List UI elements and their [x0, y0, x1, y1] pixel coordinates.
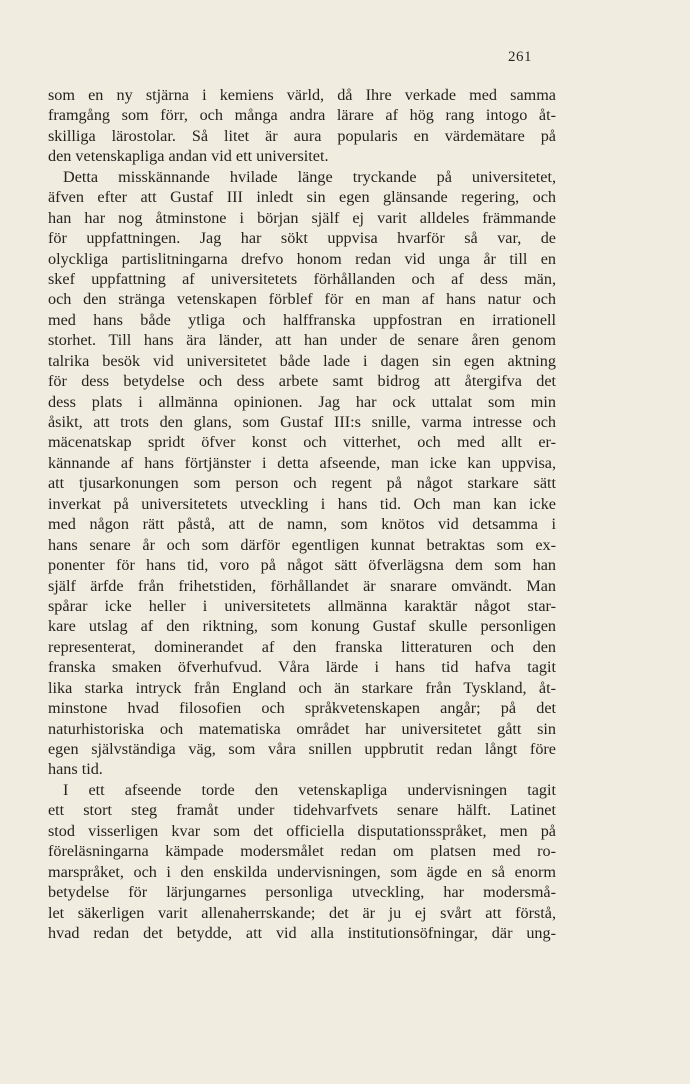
text-line: hvad redan det betydde, att vid alla institutionsöfningar, där ung- — [48, 923, 556, 942]
page-number: 261 — [508, 49, 532, 65]
text-line: som en ny stjärna i kemiens värld, då Ihre verkade med samma — [48, 86, 556, 104]
text-line: äfven efter att Gustaf III inledt sin egen glänsande regering, och — [48, 188, 556, 207]
body-text — [48, 85, 556, 943]
text-line: olyckliga partislitningarna drefvo honom redan vid unga år till en — [48, 249, 556, 268]
text-line: dess plats i allmänna opinionen. Jag har ock uttalat som min — [48, 392, 556, 411]
text-line: kännande af hans förtjänster i detta afseende, man icke kan uppvisa, — [48, 453, 556, 472]
text-line: med hans både ytliga och halffranska uppfostran en irrationell — [48, 310, 556, 329]
text-line: med någon rätt påstå, att de namn, som knötos vid detsamma i — [48, 515, 556, 534]
text-line: let säkerligen varit allenaherrskande; det är ju ej svårt att förstå, — [48, 903, 556, 922]
text-line: hans senare år och som därför egentligen kunnat betraktas som ex- — [48, 535, 556, 554]
text-line: att tjusarkonungen som person och regent på något starkare sätt — [48, 474, 556, 493]
text-line: minstone hvad filosofien och språkvetenskapen angår; på det — [48, 699, 556, 718]
text-line: ponenter för hans tid, voro på något sätt öfverlägsna dem som han — [48, 556, 556, 575]
text-line: spårar icke heller i universitetets allmänna karaktär något star- — [48, 596, 556, 615]
text-line: föreläsningarna kämpade modersmålet redan om platsen med ro- — [48, 842, 556, 861]
text-line: för dess betydelse och dess arbete samt bidrog att återgifva det — [48, 372, 556, 391]
text-line: franska smaken öfverhufvud. Våra lärde i hans tid hafva tagit — [48, 658, 556, 677]
text-line: stod visserligen kvar som det officiella disputationsspråket, men på — [48, 821, 556, 840]
paragraph-end-line: den vetenskapliga andan vid ett universitet. — [48, 147, 329, 166]
text-line: för uppfattningen. Jag har sökt uppvisa hvarför så var, de — [48, 229, 556, 248]
text-line: själf ärfde från frihetstiden, förhållandet är snarare omvändt. Man — [48, 576, 556, 595]
text-line: och den stränga vetenskapen förblef för en man af hans natur och — [48, 290, 556, 309]
text-line: lika starka intryck från England och än starkare från Tyskland, åt- — [48, 678, 556, 697]
text-line: framgång som förr, och många andra lärare af hög rang intogo åt- — [48, 106, 556, 125]
text-line: marspråket, och i den enskilda undervisningen, som ägde en så enorm — [48, 862, 556, 881]
paragraph-start-line: I ett afseende torde den vetenskapliga undervisningen tagit — [63, 780, 556, 799]
text-line: kare utslag af den riktning, som konung Gustaf skulle personligen — [48, 617, 556, 636]
text-line: mäcenatskap spridt öfver konst och vitterhet, och med allt er- — [48, 433, 556, 452]
text-line: representerat, dominerandet af den franska litteraturen och den — [48, 637, 556, 656]
text-line: åsikt, att trots den glans, som Gustaf III:s snille, varma intresse och — [48, 413, 556, 431]
paragraph-start-line: Detta misskännande hvilade länge tryckande på universitetet, — [63, 167, 556, 186]
text-line: storhet. Till hans ära länder, att han under de senare åren genom — [48, 331, 556, 350]
text-line: inverkat på universitetets utveckling i hans tid. Och man kan icke — [48, 494, 556, 513]
text-line: skef uppfattning af universitetets förhållanden och af dess män, — [48, 269, 556, 288]
paragraph-end-line: hans tid. — [48, 760, 103, 779]
text-line: egen självständiga väg, som våra snillen uppbrutit redan långt före — [48, 740, 556, 758]
text-line: talrika besök vid universitetet både lade i dagen sin egen aktning — [48, 351, 556, 370]
text-line: skilliga lärostolar. Så litet är aura popularis en värdemätare på — [48, 126, 556, 145]
text-line: han har nog åtminstone i början själf ej varit alldeles främmande — [48, 208, 556, 227]
text-line: betydelse för lärjungarnes personliga utveckling, har modersmå- — [48, 883, 556, 902]
text-line: naturhistoriska och matematiska området har universitetet gått sin — [48, 719, 556, 738]
text-line: ett stort steg framåt under tidehvarfvets senare hälft. Latinet — [48, 801, 556, 820]
